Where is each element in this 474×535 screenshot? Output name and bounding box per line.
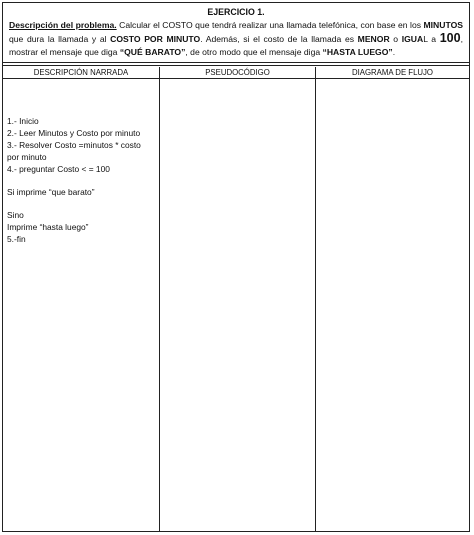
desc-text: o (389, 34, 402, 44)
desc-text: que dura la llamada y al (9, 34, 111, 44)
column-narrative (3, 67, 159, 531)
desc-text: , mostrar el mensaje que diga (9, 34, 463, 57)
desc-bold-minutos: MINUTOS (423, 20, 463, 30)
exercise-sheet (2, 2, 470, 532)
pseudocode-body (160, 79, 315, 531)
column-header-pseudocode: PSEUDOCÓDIGO (160, 67, 315, 79)
desc-number-100: 100 (439, 31, 461, 45)
column-header-narrative: DESCRIPCIÓN NARRADA (3, 67, 159, 79)
desc-bold-costo-minuto: COSTO POR MINUTO (110, 34, 201, 44)
desc-text: L a (423, 34, 440, 44)
desc-text: . (392, 47, 396, 57)
narrative-step: 4.- preguntar Costo < = 100 (7, 164, 110, 174)
flowchart-body (316, 79, 469, 531)
problem-label: Descripción del problema. (9, 20, 117, 30)
desc-bold-que-barato: “QUÉ BARATO” (119, 47, 186, 57)
narrative-else-action: Imprime “hasta luego” (7, 222, 89, 232)
narrative-if-true: Si imprime “que barato” (7, 187, 95, 197)
desc-bold-igual: IGUA (401, 34, 424, 44)
header-divider (3, 63, 469, 66)
spacer (7, 198, 155, 209)
desc-bold-menor: MENOR (357, 34, 390, 44)
spacer (7, 175, 155, 186)
narrative-step: 3.- Resolver Costo =minutos * costo por minuto (7, 140, 141, 162)
narrative-body (3, 79, 159, 531)
narrative-step: 1.- Inicio (7, 116, 39, 126)
problem-description (9, 19, 463, 59)
narrative-end: 5.-fin (7, 234, 26, 244)
desc-bold-hasta-luego: “HASTA LUEGO” (322, 47, 393, 57)
narrative-step: 2.- Leer Minutos y Costo por minuto (7, 128, 141, 138)
column-flowchart (315, 67, 469, 531)
column-header-flowchart: DIAGRAMA DE FLUJO (316, 67, 469, 79)
desc-text: Calcular el COSTO que tendrá realizar una llamada telefónica, con base en los (116, 20, 424, 30)
column-pseudocode (159, 67, 315, 531)
solution-table (3, 67, 469, 531)
desc-text: . Además, si el costo de la llamada es (200, 34, 358, 44)
narrative-else-label: Sino (7, 210, 24, 220)
exercise-title: EJERCICIO 1. (207, 7, 265, 17)
problem-header (3, 3, 469, 63)
desc-text: , de otro modo que el mensaje diga (185, 47, 323, 57)
